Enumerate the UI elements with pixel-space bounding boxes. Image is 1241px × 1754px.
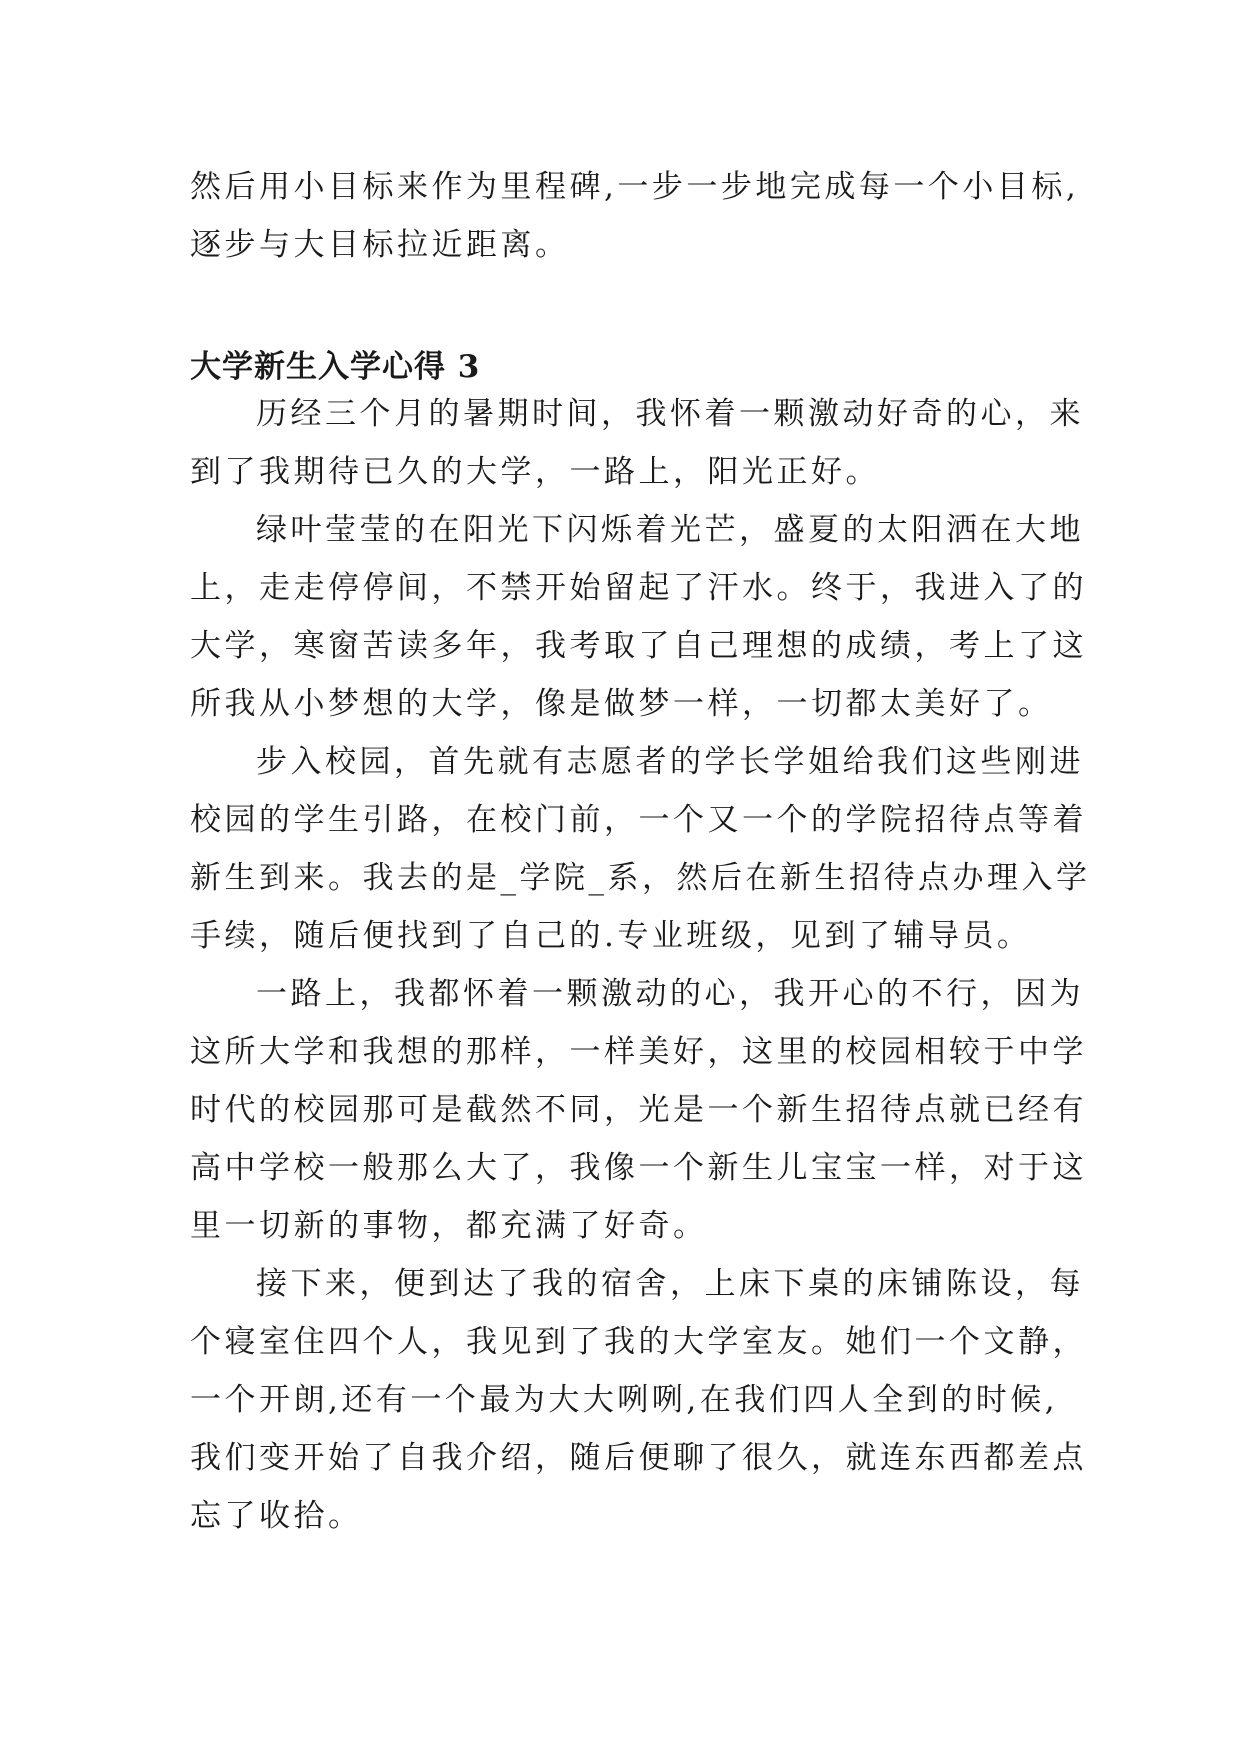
text-line: 一个开朗,还有一个最为大大咧咧,在我们四人全到的时候,	[190, 1382, 1059, 1418]
text-line: 步入校园，首先就有志愿者的学长学姐给我们这些刚进	[256, 744, 1084, 780]
text-line: 绿叶莹莹的在阳光下闪烁着光芒，盛夏的太阳洒在大地	[256, 512, 1084, 548]
text-line: 所我从小梦想的大学，像是做梦一样，一切都太美好了。	[190, 686, 1053, 722]
paragraph	[190, 733, 1091, 965]
text-line: 手续，随后便找到了自己的.专业班级，见到了辅导员。	[190, 918, 1032, 954]
paragraph	[190, 965, 1087, 1255]
text-line: 个寝室住四个人，我见到了我的大学室友。她们一个文静，	[190, 1324, 1087, 1360]
section-heading: 大学新生入学心得 3	[190, 349, 481, 385]
text-line: 大学，寒窗苦读多年，我考取了自己理想的成绩，考上了这	[190, 628, 1087, 664]
text-line: 到了我期待已久的大学，一路上，阳光正好。	[190, 454, 880, 490]
text-line: 一路上，我都怀着一颗激动的心，我开心的不行，因为	[256, 976, 1084, 1012]
text-line: 上，走走停停间，不禁开始留起了汗水。终于，我进入了的	[190, 570, 1087, 606]
text-line: 忘了收拾。	[190, 1498, 363, 1534]
text-line: 时代的校园那可是截然不同，光是一个新生招待点就已经有	[190, 1092, 1087, 1128]
text-line: 我们变开始了自我介绍，随后便聊了很久，就连东西都差点	[190, 1440, 1087, 1476]
paragraph	[190, 1255, 1087, 1545]
text-line: 高中学校一般那么大了，我像一个新生儿宝宝一样，对于这	[190, 1150, 1087, 1186]
section-body	[190, 385, 1091, 1545]
text-line: 这所大学和我想的那样，一样美好，这里的校园相较于中学	[190, 1034, 1087, 1070]
text-line: 里一切新的事物，都充满了好奇。	[190, 1208, 708, 1244]
paragraph	[190, 501, 1087, 733]
text-line: 历经三个月的暑期时间，我怀着一颗激动好奇的心，来	[256, 396, 1084, 432]
text-line: 校园的学生引路，在校门前，一个又一个的学院招待点等着	[190, 802, 1087, 838]
text-line: 新生到来。我去的是_学院_系，然后在新生招待点办理入学	[190, 860, 1091, 896]
text-line: 逐步与大目标拉近距离。	[190, 227, 570, 263]
intro-paragraph	[190, 158, 1080, 274]
paragraph	[190, 385, 1084, 501]
text-line: 接下来，便到达了我的宿舍，上床下桌的床铺陈设，每	[256, 1266, 1084, 1302]
text-line: 然后用小目标来作为里程碑,一步一步地完成每一个小目标,	[190, 169, 1080, 205]
